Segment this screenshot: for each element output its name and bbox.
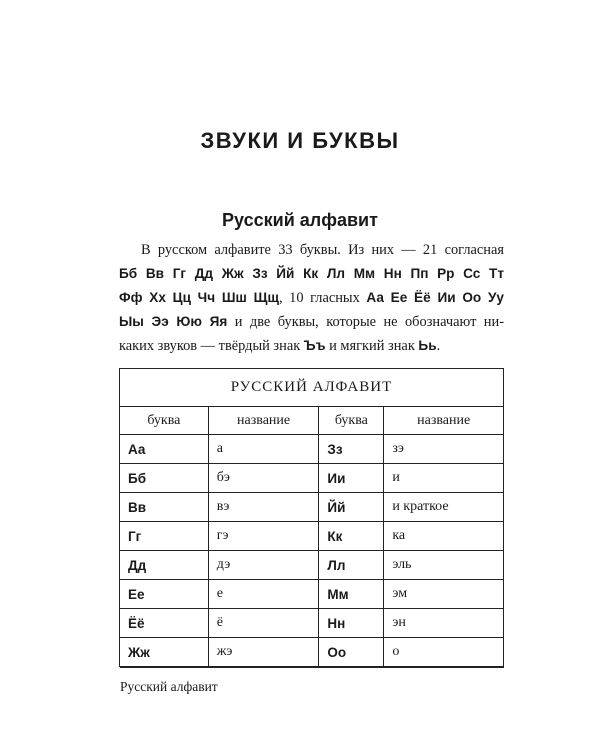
table-row <box>120 522 504 551</box>
letter-cell: Оо <box>319 638 384 667</box>
table-row <box>120 464 504 493</box>
letter-cell: Аа <box>120 435 209 464</box>
name-cell: ё <box>208 609 319 638</box>
consonant-letters: Бб Вв Гг Дд Жж Зз Йй Кк Лл Мм Нн Пп Рр Сс Тт <box>119 266 504 281</box>
alphabet-table <box>119 368 504 667</box>
name-cell: эн <box>384 609 504 638</box>
name-cell: эль <box>384 551 504 580</box>
column-header: буква <box>120 407 209 435</box>
letter-cell: Бб <box>120 464 209 493</box>
table-header-row <box>120 407 504 435</box>
intro-line: Ыы Ээ Юю Яя и две буквы, которые не обозначают ни- <box>119 314 504 330</box>
name-cell: о <box>384 638 504 667</box>
letter-cell: Дд <box>120 551 209 580</box>
name-cell: эм <box>384 580 504 609</box>
name-cell: бэ <box>208 464 319 493</box>
column-header: название <box>384 407 504 435</box>
intro-line <box>119 262 504 286</box>
name-cell: е <box>208 580 319 609</box>
letter-cell: Нн <box>319 609 384 638</box>
intro-line: каких звуков — твёрдый знак Ъъ и мягкий знак Ьь. <box>119 338 441 354</box>
name-cell: гэ <box>208 522 319 551</box>
table-row <box>120 493 504 522</box>
letter-cell: Вв <box>120 493 209 522</box>
name-cell: и краткое <box>384 493 504 522</box>
page-title: ЗВУКИ И БУКВЫ <box>200 128 400 153</box>
table-title: РУССКИЙ АЛФАВИТ <box>120 369 504 407</box>
letter-cell: Зз <box>319 435 384 464</box>
name-cell: жэ <box>208 638 319 667</box>
column-header: буква <box>319 407 384 435</box>
consonant-letters: Фф Хх Цц Чч Шш Щщ <box>119 290 279 305</box>
intro-line: В русском алфавите 33 буквы. Из них — 21 согласная <box>141 242 504 258</box>
letter-cell: Йй <box>319 493 384 522</box>
column-header: название <box>208 407 319 435</box>
soft-sign: Ьь <box>418 338 437 353</box>
intro-line: Фф Хх Цц Чч Шш Щщ, 10 гласных Аа Ее Ёё Ии Оо Уу <box>119 290 504 306</box>
section-title: Русский алфавит <box>222 210 378 230</box>
letter-cell: Ии <box>319 464 384 493</box>
table-row <box>120 638 504 667</box>
letter-cell: Ее <box>120 580 209 609</box>
table-row <box>120 551 504 580</box>
vowel-letters: Ыы Ээ Юю Яя <box>119 314 228 329</box>
name-cell: дэ <box>208 551 319 580</box>
name-cell: зэ <box>384 435 504 464</box>
letter-cell: Мм <box>319 580 384 609</box>
table-row <box>120 609 504 638</box>
hard-sign: Ъъ <box>303 338 326 353</box>
name-cell: вэ <box>208 493 319 522</box>
intro-paragraph <box>119 239 504 358</box>
name-cell: а <box>208 435 319 464</box>
letter-cell: Кк <box>319 522 384 551</box>
name-cell: ка <box>384 522 504 551</box>
table-row <box>120 435 504 464</box>
name-cell: и <box>384 464 504 493</box>
letter-cell: Жж <box>120 638 209 667</box>
running-title: Русский алфавит <box>120 679 218 694</box>
table-row <box>120 580 504 609</box>
letter-cell: Гг <box>120 522 209 551</box>
footer-divider <box>120 667 504 668</box>
letter-cell: Лл <box>319 551 384 580</box>
vowel-letters: Аа Ее Ёё Ии Оо Уу <box>366 290 504 305</box>
letter-cell: Ёё <box>120 609 209 638</box>
